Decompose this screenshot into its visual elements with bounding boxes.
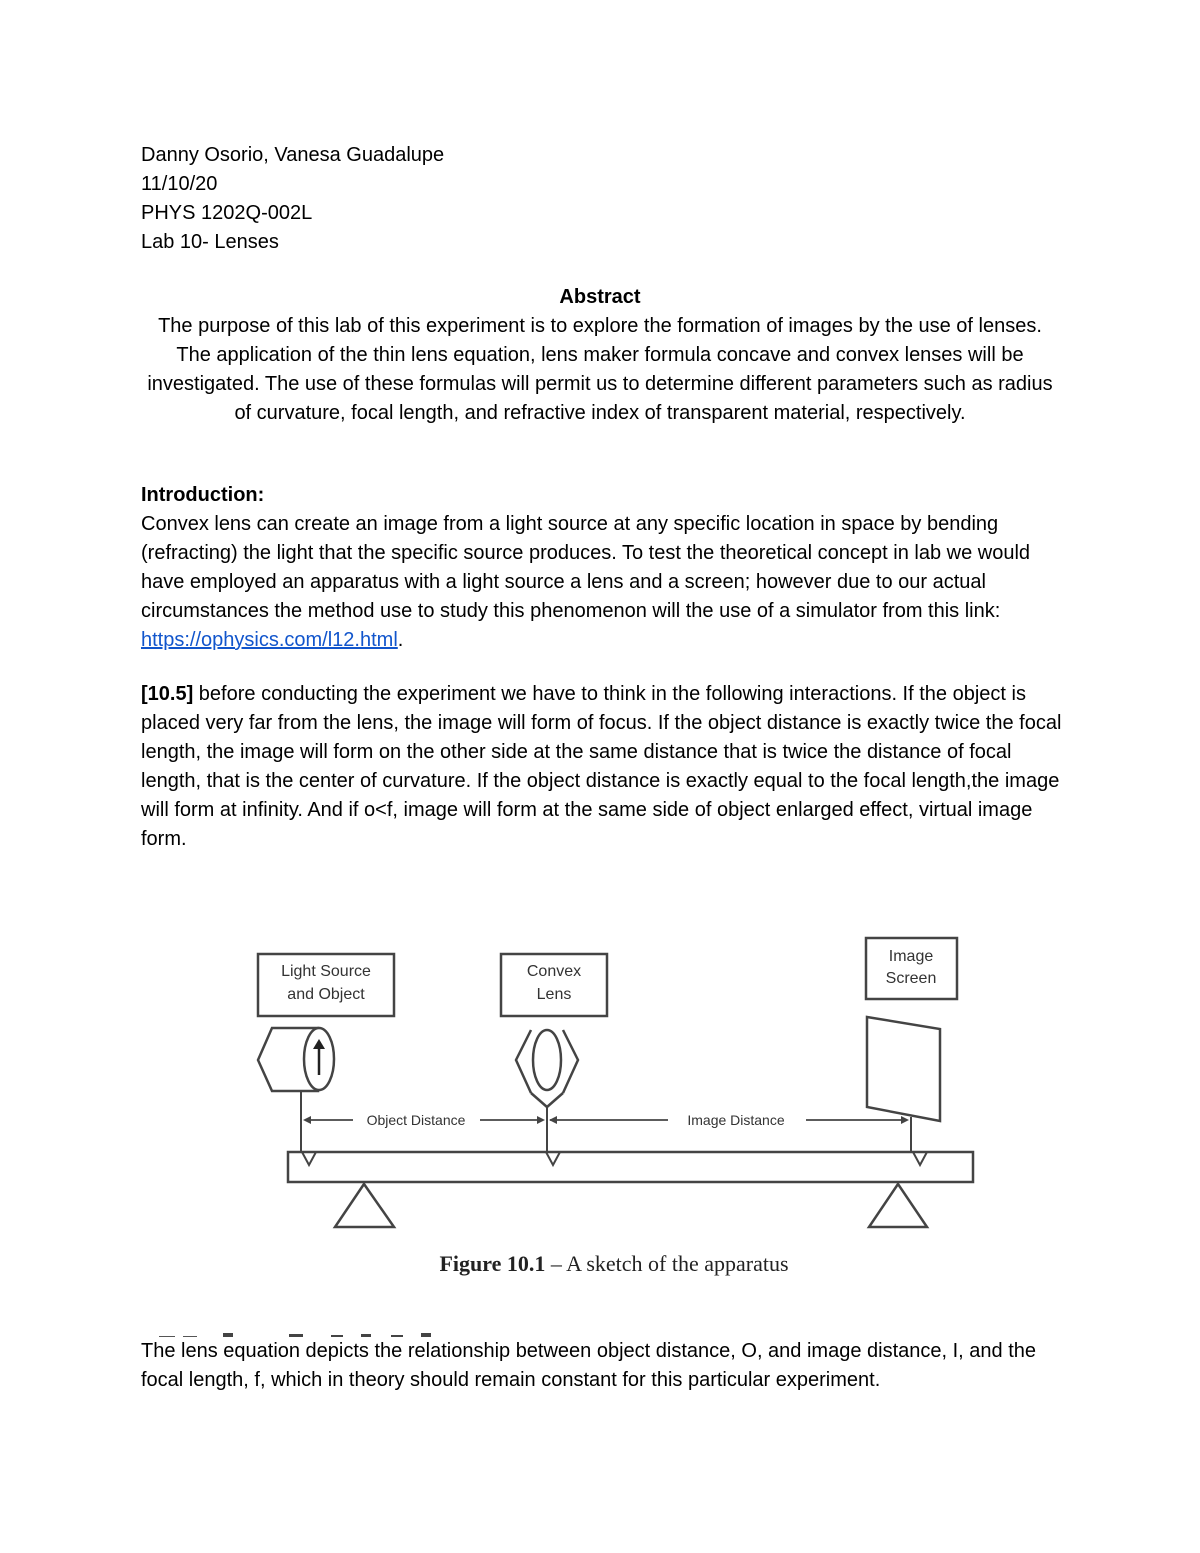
apparatus-sketch [250, 925, 990, 1285]
figure-caption [439, 1251, 788, 1276]
screen-label-line1: Image [888, 948, 934, 965]
abstract-section [141, 283, 1059, 428]
course: PHYS 1202Q-002L [141, 202, 313, 224]
image-screen-icon [867, 1017, 940, 1121]
convex-lens-icon [516, 1017, 578, 1107]
light-source-icon [258, 1028, 334, 1091]
right-support [869, 1184, 927, 1227]
figure-caption-number: Figure 10.1 [439, 1251, 546, 1276]
clipped-heading-remnant [141, 1328, 481, 1337]
optical-bench [288, 1152, 973, 1182]
abstract-heading: Abstract [559, 286, 641, 308]
document-header [141, 141, 444, 257]
paragraph-label: [10.5] [141, 683, 194, 705]
figure-caption-text: – A sketch of the apparatus [545, 1251, 789, 1276]
lab-title: Lab 10- Lenses [141, 231, 279, 253]
introduction-period: . [397, 629, 404, 651]
authors: Danny Osorio, Vanesa Guadalupe [141, 144, 445, 166]
screen-label-line2: Screen [885, 970, 937, 987]
object-distance-label: Object Distance [366, 1112, 466, 1128]
introduction-text: Convex lens can create an image from a light source at any specific location in space by bending (refracting) the light that the specific source produces. To test the theoretical concept in lab we would have employed an apparatus with a light source a lens and a screen; however due to our actual circumstances the method use to study this phenomenon will the use of a simulator from this link: [141, 513, 1031, 622]
light-source-label-line1: Light Source [281, 963, 371, 980]
introduction-section [141, 481, 1071, 655]
lens-label-line1: Convex [526, 963, 582, 980]
date: 11/10/20 [141, 173, 218, 195]
left-support [335, 1184, 394, 1227]
apparatus-figure [250, 925, 990, 1285]
abstract-body: The purpose of this lab of this experiment is to explore the formation of images by the use of lenses. The application of the thin lens equation, lens maker formula concave and convex lenses will be investigated. The use of these formulas will permit us to determine different parameters such as radius of curvature, focal length, and refractive index of transparent material, respectively. [147, 315, 1053, 424]
paragraph-body: before conducting the experiment we have to think in the following interactions. If the object is placed very far from the lens, the image will form of focus. If the object distance is exactly twice the focal length, the image will form on the other side at the same distance that is twice the distance of focal length, that is the center of curvature. If the object distance is exactly equal to the focal length,the image will form at infinity. And if o<f, image will form at the same side of object enlarged effect, virtual image form. [141, 683, 1062, 850]
introduction-body [141, 510, 1071, 655]
simulator-link[interactable]: https://ophysics.com/l12.html [141, 629, 398, 651]
lens-label-line2: Lens [536, 986, 572, 1003]
introduction-heading: Introduction: [141, 484, 265, 506]
paragraph-10-5 [141, 680, 1071, 854]
light-source-label-line2: and Object [287, 986, 365, 1003]
lens-equation-paragraph: The lens equation depicts the relationship between object distance, O, and image distance, I, and the focal length, f, which in theory should remain constant for this particular experiment. [141, 1340, 1037, 1391]
image-distance-label: Image Distance [687, 1112, 785, 1128]
